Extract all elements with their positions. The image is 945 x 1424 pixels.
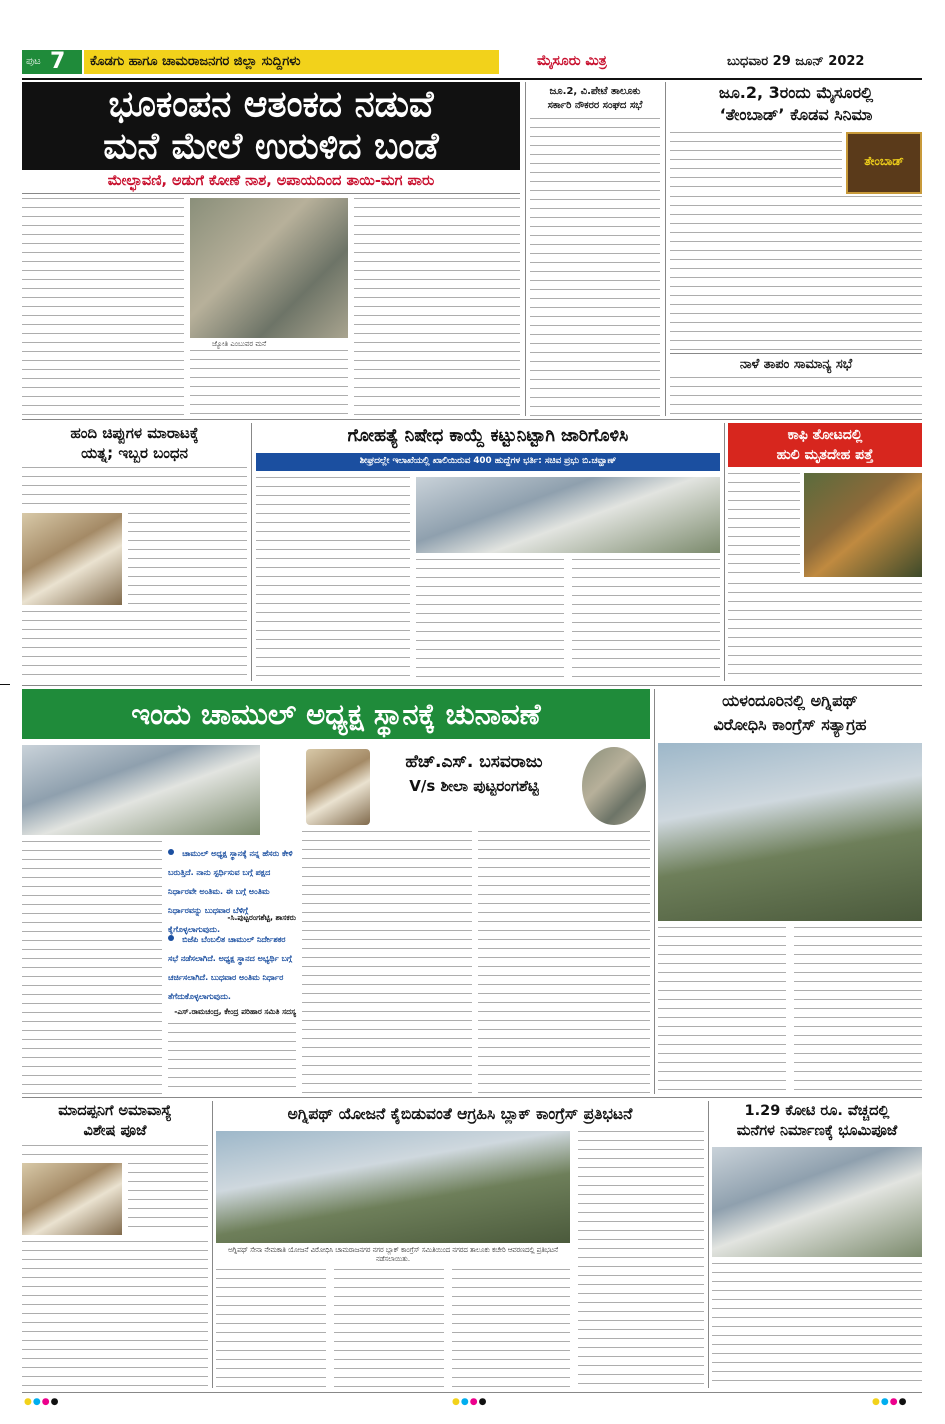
registration-marks-left: ●●●●	[24, 1397, 60, 1407]
divider-v5	[654, 689, 655, 1094]
story-protest-col1	[216, 1269, 326, 1388]
story-protest-col3	[452, 1269, 570, 1388]
section-title: ಕೊಡಗು ಹಾಗೂ ಚಾಮರಾಜನಗರ ಜಿಲ್ಲಾ ಸುದ್ದಿಗಳು	[90, 54, 301, 69]
story-madappa-headline-2: ವಿಶೇಷ ಪೂಜೆ	[83, 1123, 147, 1139]
quote-bullet-1	[168, 849, 174, 855]
candidate-photo-2	[582, 747, 646, 825]
story-chamul-col2-bottom	[168, 1023, 296, 1094]
crop-mark-left	[0, 684, 10, 685]
story-film-body	[670, 196, 922, 352]
story-chamul-headline: ಇಂದು ಚಾಮುಲ್ ಅಧ್ಯಕ್ಷ ಸ್ಥಾನಕ್ಕೆ ಚುನಾವಣೆ	[131, 697, 541, 731]
story-cow-col3	[572, 559, 720, 681]
story-yelandur-photo	[658, 743, 922, 921]
story-cow-photo	[416, 477, 720, 553]
divider-h3	[22, 1097, 922, 1098]
story-pangolin-body-side	[128, 513, 247, 605]
divider-h1	[22, 419, 922, 420]
story-pangolin-photo	[22, 513, 122, 605]
story-tiger-body	[728, 583, 922, 681]
story-boulder-col3	[354, 198, 520, 416]
story-taluk	[670, 355, 922, 416]
story-film-body-top	[670, 132, 842, 188]
story-boulder-col2-bottom	[190, 350, 348, 416]
story-employees-kicker: ಜೂ.2, ವಿ.ಪೇಟೆ ತಾಲೂಕು	[549, 86, 641, 97]
story-houses-body	[712, 1263, 922, 1388]
divider-v2	[665, 82, 666, 416]
story-film-poster	[846, 132, 922, 194]
quote-bullet-2	[168, 935, 174, 941]
story-chamul-col4	[478, 831, 650, 1094]
page-label-text: ಪುಟ	[26, 56, 41, 67]
story-protest-caption: ಅಗ್ನಿಪಥ್ ಸೇನಾ ನೇಮಕಾತಿ ಯೋಜನೆ ವಿರೋಧಿಸಿ ಚಾಮರಾಜನಗರ ನಗರ ಬ್ಲಾಕ್ ಕಾಂಗ್ರೆಸ್ ಸಮಿತಿಯಿಂದ ನಗರದ ತಾಲೂಕು ಕಚೇರಿ ಆವರಣದಲ್ಲಿ ಪ್ರತಿಭಟನೆ ನಡೆಸಲಾಯಿತು.	[227, 1246, 559, 1263]
story-houses	[712, 1101, 922, 1388]
quote-box-1	[168, 841, 296, 934]
page-label	[22, 50, 82, 74]
story-cow-headline: ಗೋಹತ್ಯೆ ನಿಷೇಧ ಕಾಯ್ದೆ ಕಟ್ಟುನಿಟ್ಟಾಗಿ ಜಾರಿಗೊಳಿಸಿ	[347, 426, 629, 446]
story-boulder-subhead: ಮೇಲ್ಛಾವಣಿ, ಅಡುಗೆ ಕೋಣೆ ನಾಶ, ಅಪಾಯದಿಂದ ತಾಯಿ-ಮಗ ಪಾರು	[107, 173, 435, 189]
story-boulder-photo	[190, 198, 348, 338]
story-pangolin-body	[22, 611, 247, 678]
story-chamul-col3	[302, 831, 472, 1094]
story-cow-col2	[416, 559, 564, 681]
candidate-photo-1	[306, 749, 370, 825]
story-protest-photo	[216, 1131, 570, 1243]
story-taluk-body	[670, 377, 922, 416]
story-chamul	[22, 689, 650, 1094]
story-boulder-caption: ಜ್ಯೋತಿ ಎಂಬುವರ ಮನೆ	[212, 340, 267, 348]
story-yelandur-headline-2: ವಿರೋಧಿಸಿ ಕಾಂಗ್ರೆಸ್ ಸತ್ಯಾಗ್ರಹ	[713, 715, 867, 734]
issue-date: ಬುಧವಾರ 29 ಜೂನ್ 2022	[727, 54, 865, 69]
story-madappa-body-side	[128, 1163, 208, 1235]
story-cow	[256, 423, 720, 681]
quote-2-text: ಬಿಜೆಪಿ ಬೆಂಬಲಿತ ಚಾಮುಲ್ ನಿರ್ದೇಶಕರ ಸಭೆ ನಡೆಸಲಾಗಿದೆ. ಅಧ್ಯಕ್ಷ ಸ್ಥಾನದ ಅಭ್ಯರ್ಥಿ ಬಗ್ಗೆ ಚರ್ಚಿಸಲಾಗಿದೆ. ಬುಧವಾರ ಅಂತಿಮ ನಿರ್ಧಾರ ತೆಗೆದುಕೊಳ್ಳಲಾಗುವುದು.	[168, 935, 293, 1001]
story-madappa	[22, 1101, 208, 1388]
story-chamul-banner	[22, 689, 650, 739]
story-film	[670, 82, 922, 352]
story-employees-body	[530, 118, 660, 416]
quote-2-author: -ಎಸ್.ರಾಮಚಂದ್ರ, ಕೇಂದ್ರ ಪರಿಹಾರ ಸಮಿತಿ ಸದಸ್ಯ	[174, 1007, 296, 1016]
story-taluk-headline: ನಾಳೆ ತಾಪಂ ಸಾಮಾನ್ಯ ಸಭೆ	[739, 357, 853, 372]
story-chamul-col1	[22, 841, 162, 1094]
story-boulder-headline-1: ಭೂಕಂಪನ ಆತಂಕದ ನಡುವೆ	[108, 84, 434, 125]
registration-marks-right: ●●●●	[872, 1397, 908, 1407]
story-houses-photo	[712, 1147, 922, 1257]
divider-v7	[708, 1101, 709, 1388]
quote-box-2	[168, 927, 296, 1017]
story-protest-col2	[334, 1269, 444, 1388]
story-boulder-headline-2: ಮನೆ ಮೇಲೆ ಉರುಳಿದ ಬಂಡೆ	[103, 126, 439, 167]
story-boulder-col1	[22, 198, 184, 416]
story-film-poster-title: ತೇಂಬಾಡ್	[864, 154, 904, 168]
story-protest-side	[578, 1131, 704, 1388]
story-madappa-photo	[22, 1163, 122, 1235]
paper-name: ಮೈಸೂರು ಮಿತ್ರ	[537, 53, 607, 69]
section-title-bar	[84, 50, 499, 74]
story-tiger-body-side	[728, 473, 800, 577]
story-tiger-headline-2: ಹುಲಿ ಮೃತದೇಹ ಪತ್ತೆ	[776, 447, 874, 463]
story-pangolin-body-top	[22, 467, 247, 509]
story-pangolin-headline-2: ಯತ್ನ; ಇಬ್ಬರ ಬಂಧನ	[81, 444, 188, 462]
divider-v6	[212, 1101, 213, 1388]
story-yelandur-col1	[658, 927, 786, 1094]
story-yelandur-headline-1: ಯಳಂದೂರಿನಲ್ಲಿ ಅಗ್ನಿಪಥ್	[722, 691, 858, 710]
story-cow-col1	[256, 477, 410, 681]
story-film-headline-2: ‘ತೇಂಬಾಡ್’ ಕೊಡವ ಸಿನಿಮಾ	[719, 105, 873, 124]
story-tiger-headline-1: ಕಾಫಿ ತೋಟದಲ್ಲಿ	[787, 427, 863, 443]
story-boulder-subhead-rule	[22, 193, 520, 194]
story-cow-subhead-bar	[256, 453, 720, 471]
story-madappa-body-top	[22, 1145, 208, 1161]
footer-rule	[22, 1392, 922, 1393]
story-cow-subhead: ಶೀಘ್ರದಲ್ಲೇ ಇಲಾಖೆಯಲ್ಲಿ ಖಾಲಿಯಿರುವ 400 ಹುದ್ದೆಗಳ ಭರ್ತಿ: ಸಚಿವ ಪ್ರಭು ಬಿ.ಚವ್ಹಾಣ್	[359, 456, 617, 466]
story-pangolin-headline-1: ಹಂದಿ ಚಿಪ್ಪುಗಳ ಮಾರಾಟಕ್ಕೆ	[70, 424, 199, 442]
page-number: 7	[50, 49, 66, 74]
story-chamul-vs-1: ಹೆಚ್.ಎಸ್. ಬಸವರಾಜು	[405, 752, 543, 772]
story-houses-headline-1: 1.29 ಕೋಟಿ ರೂ. ವೆಚ್ಚದಲ್ಲಿ	[744, 1103, 890, 1119]
divider-h2	[22, 685, 922, 686]
story-protest-headline: ಅಗ್ನಿಪಥ್ ಯೋಜನೆ ಕೈಬಿಡುವಂತೆ ಆಗ್ರಹಿಸಿ ಬ್ಲಾಕ್ ಕಾಂಗ್ರೆಸ್ ಪ್ರತಿಭಟನೆ	[287, 1105, 633, 1123]
story-pangolin	[22, 423, 247, 678]
story-chamul-vs-2: V/s ಶೀಲಾ ಪುಟ್ಟರಂಗಶೆಟ್ಟಿ	[409, 777, 539, 795]
registration-marks-center: ●●●●	[452, 1397, 488, 1407]
story-boulder-banner	[22, 82, 520, 170]
divider-v4	[724, 423, 725, 681]
masthead-rule	[22, 78, 922, 80]
story-yelandur-col2	[794, 927, 922, 1094]
quote-1-author: -ಸಿ.ಪುಟ್ಟರಂಗಶೆಟ್ಟಿ, ಶಾಸಕರು	[227, 913, 296, 922]
story-boulder	[22, 82, 520, 416]
story-yelandur	[658, 689, 922, 1094]
story-chamul-photo	[22, 745, 260, 835]
story-tiger-banner	[728, 423, 922, 467]
story-film-headline-1: ಜೂ.2, 3ರಂದು ಮೈಸೂರಲ್ಲಿ	[718, 83, 874, 102]
quote-1-text: ಚಾಮುಲ್ ಅಧ್ಯಕ್ಷ ಸ್ಥಾನಕ್ಕೆ ನನ್ನ ಹೆಸರು ಕೇಳಿ ಬರುತ್ತಿದೆ. ನಾನು ಸ್ಪರ್ಧಿಸುವ ಬಗ್ಗೆ ಪಕ್ಷದ ನಿರ್ಧಾರವೇ ಅಂತಿಮ. ಈ ಬಗ್ಗೆ ಅಂತಿಮ ನಿರ್ಧಾರವನ್ನು ಬುಧವಾರ ಬೆಳಿಗ್ಗೆ ಕೈಗೊಳ್ಳಲಾಗುವುದು.	[168, 849, 293, 934]
divider-v1	[525, 82, 526, 416]
divider-v3	[251, 423, 252, 681]
story-houses-headline-2: ಮನೆಗಳ ನಿರ್ಮಾಣಕ್ಕೆ ಭೂಮಿಪೂಜೆ	[736, 1123, 898, 1139]
story-employees	[530, 82, 660, 416]
divider-film	[670, 353, 922, 354]
story-protest	[216, 1101, 704, 1388]
story-tiger-photo	[804, 473, 922, 577]
story-madappa-headline-1: ಮಾದಪ್ಪನಿಗೆ ಅಮಾವಾಸ್ಯೆ	[58, 1103, 172, 1119]
story-employees-headline: ಸರ್ಕಾರಿ ನೌಕರರ ಸಂಘದ ಸಭೆ	[547, 100, 643, 111]
masthead	[22, 50, 922, 78]
story-madappa-body	[22, 1241, 208, 1388]
story-tiger	[728, 423, 922, 681]
